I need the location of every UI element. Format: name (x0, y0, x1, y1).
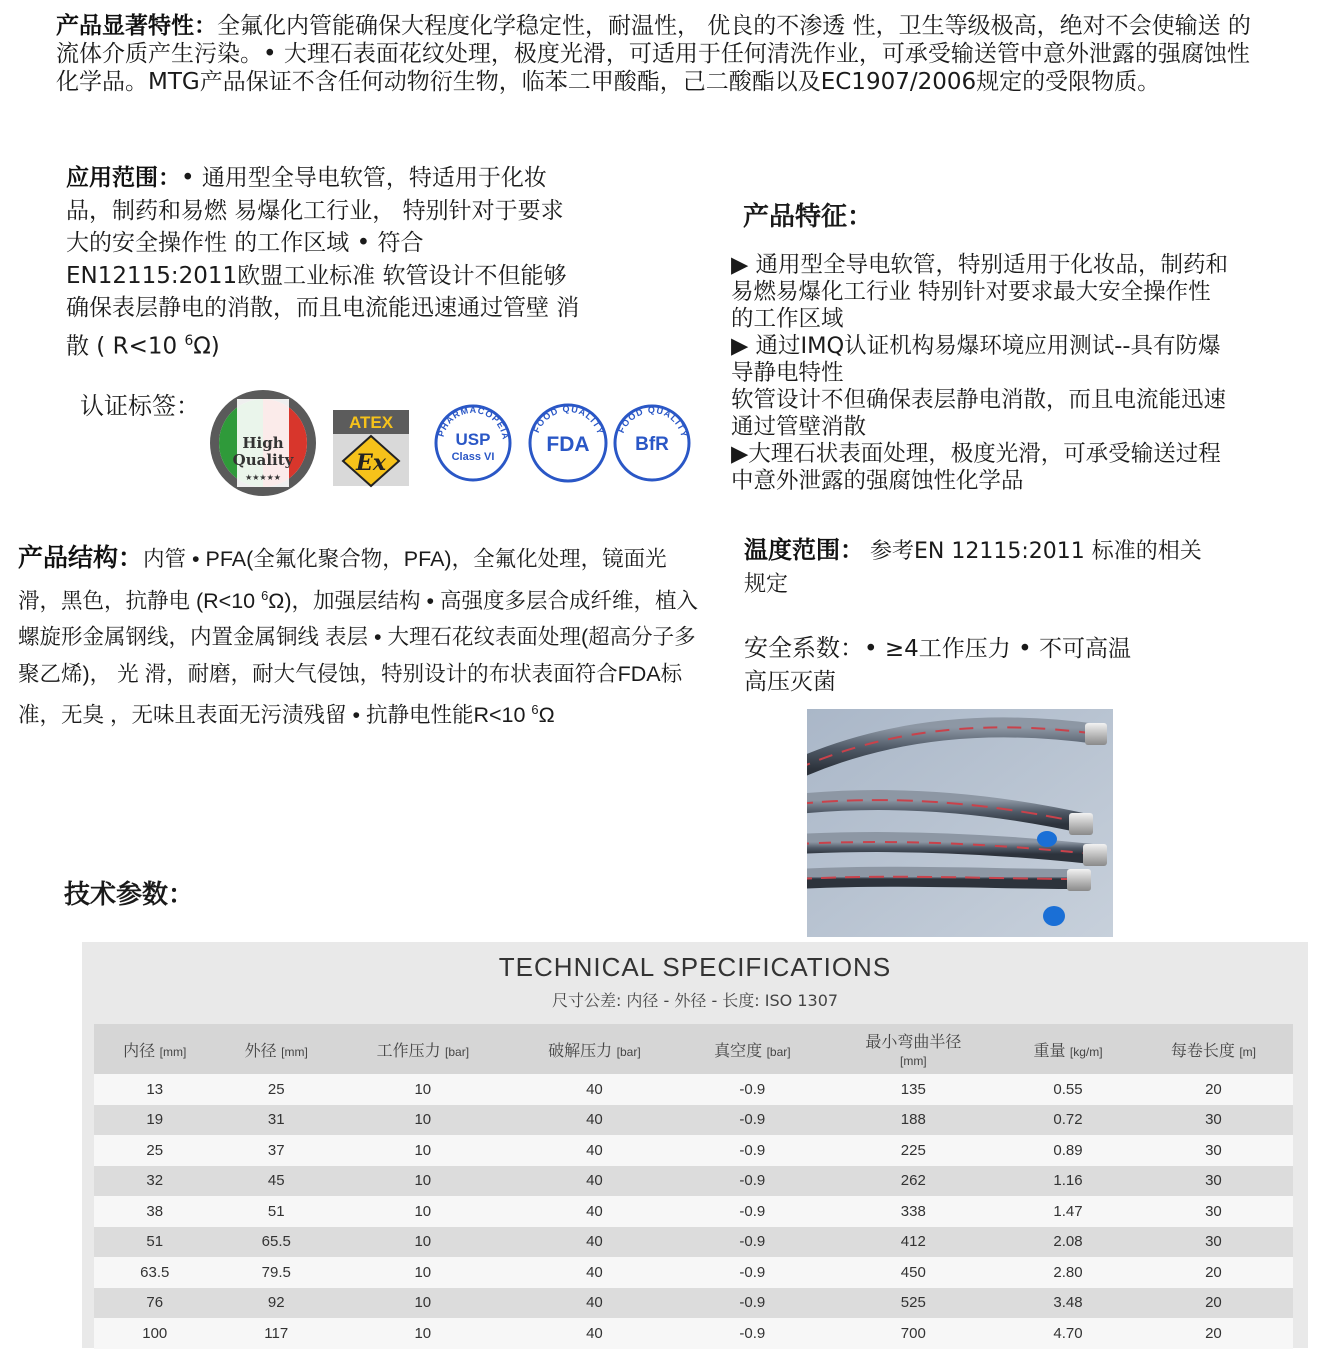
product-features-title: 产品特征： (743, 202, 874, 232)
table-cell: 30 (1134, 1135, 1293, 1166)
usp-line2: Class VI (451, 451, 495, 463)
atex-mark: Ex (356, 450, 386, 476)
table-cell: -0.9 (680, 1227, 824, 1258)
specs-table-body (94, 1074, 1293, 1349)
specs-title: TECHNICAL SPECIFICATIONS (498, 952, 892, 982)
bfr-ring-text: FOOD QUALITY (616, 404, 690, 439)
header-inner-diameter: 内径 [mm] (94, 1024, 216, 1074)
table-cell: 20 (1134, 1074, 1293, 1105)
table-cell: 20 (1134, 1288, 1293, 1319)
table-cell: 92 (216, 1288, 338, 1319)
table-cell: 25 (94, 1135, 216, 1166)
structure-title: 产品结构： (18, 544, 144, 572)
table-cell: 412 (825, 1227, 1003, 1258)
application-exponent: 6 (184, 332, 194, 349)
product-feature-item: ▶ 通过IMQ认证机构易爆环境应用测试--具有防爆导静电特性 (731, 333, 1221, 386)
table-cell: 225 (825, 1135, 1003, 1166)
table-cell: 65.5 (216, 1227, 338, 1258)
table-cell: 525 (825, 1288, 1003, 1319)
table-cell: 30 (1134, 1105, 1293, 1136)
certification-badges (205, 388, 705, 498)
table-cell: 37 (216, 1135, 338, 1166)
atex-title: ATEX (348, 413, 394, 432)
table-cell: 20 (1134, 1257, 1293, 1288)
fda-ring-text: FOOD QUALITY (531, 403, 606, 437)
table-cell: -0.9 (680, 1318, 824, 1349)
table-cell: -0.9 (680, 1074, 824, 1105)
table-cell: 0.89 (1002, 1135, 1134, 1166)
table-cell: 2.08 (1002, 1227, 1134, 1258)
table-cell: 10 (337, 1135, 509, 1166)
table-cell: 2.80 (1002, 1257, 1134, 1288)
high-quality-badge (210, 390, 316, 496)
table-cell: 30 (1134, 1196, 1293, 1227)
table-cell: 20 (1134, 1318, 1293, 1349)
table-cell: 0.72 (1002, 1105, 1134, 1136)
table-cell: 10 (337, 1318, 509, 1349)
tech-specs-panel (82, 942, 1308, 1348)
header-outer-diameter: 外径 [mm] (216, 1024, 338, 1074)
structure-section (18, 540, 708, 734)
table-cell: 700 (825, 1318, 1003, 1349)
table-cell: 4.70 (1002, 1318, 1134, 1349)
table-row (94, 1227, 1293, 1258)
table-cell: 40 (509, 1074, 681, 1105)
temperature-title: 温度范围： (744, 536, 864, 564)
application-section (66, 162, 586, 363)
fda-center: FDA (546, 433, 590, 456)
bfr-badge (615, 405, 690, 480)
usp-class-vi-badge (436, 405, 511, 480)
usp-ring-text: PHARMACOPEIA (435, 404, 511, 441)
structure-exponent-1: 6 (261, 587, 269, 603)
table-row (94, 1257, 1293, 1288)
product-features-list (731, 252, 1231, 495)
table-cell: 51 (216, 1196, 338, 1227)
structure-mid: Ω)，加强层结构 • 高强度多层合成纤维，植入螺旋形金属钢线，内置金属铜线 表层 • 大理石花纹表面处理(超高分子多聚乙烯)， 光 滑，耐磨，耐大气侵蚀，特别设计的布状表面符合FDA标准，无臭 ，无味且表面无污渍残留 • 抗静电性能R<10 (18, 588, 698, 728)
safety-section (744, 632, 1144, 699)
table-row (94, 1105, 1293, 1136)
table-cell: 188 (825, 1105, 1003, 1136)
header-working-pressure: 工作压力 [bar] (337, 1024, 509, 1074)
table-cell: -0.9 (680, 1166, 824, 1197)
table-cell: 13 (94, 1074, 216, 1105)
table-cell: 40 (509, 1105, 681, 1136)
application-tail: Ω) (193, 333, 220, 360)
table-cell: 1.16 (1002, 1166, 1134, 1197)
tech-params-title: 技术参数： (64, 880, 195, 910)
header-min-bend-radius: 最小弯曲半径 [mm] (825, 1024, 1003, 1074)
header-vacuum: 真空度 [bar] (680, 1024, 824, 1074)
table-cell: 10 (337, 1074, 509, 1105)
table-cell: 51 (94, 1227, 216, 1258)
hose-product-photo (807, 709, 1113, 937)
usp-line1: USP (455, 430, 491, 449)
hq-line2: Quality (232, 451, 294, 469)
table-cell: 19 (94, 1105, 216, 1136)
safety-title: 安全系数： (744, 634, 864, 662)
header-coil-length: 每卷长度 [m] (1134, 1024, 1293, 1074)
specs-table (94, 1024, 1293, 1349)
structure-tail: Ω (538, 703, 555, 728)
table-cell: 30 (1134, 1227, 1293, 1258)
temperature-body: 参考EN 12115:2011 标准的相关规定 (744, 539, 1202, 597)
header-weight: 重量 [kg/m] (1002, 1024, 1134, 1074)
structure-body: 内管 • PFA(全氟化聚合物，PFA)，全氟化处理，镜面光 滑，黑色，抗静电 (R<10 (18, 547, 667, 613)
table-cell: 10 (337, 1196, 509, 1227)
table-cell: 100 (94, 1318, 216, 1349)
table-cell: 40 (509, 1318, 681, 1349)
svg-text:★★★★★: ★★★★★ (245, 473, 281, 482)
safety-body: • ≥4工作压力 • 不可高温高压灭菌 (744, 636, 1131, 695)
table-cell: 25 (216, 1074, 338, 1105)
table-cell: 45 (216, 1166, 338, 1197)
table-cell: -0.9 (680, 1257, 824, 1288)
table-row (94, 1288, 1293, 1319)
table-cell: 10 (337, 1288, 509, 1319)
table-cell: 10 (337, 1227, 509, 1258)
application-title: 应用范围： (66, 165, 181, 191)
table-cell: 30 (1134, 1166, 1293, 1197)
table-cell: 0.55 (1002, 1074, 1134, 1105)
table-cell: 40 (509, 1288, 681, 1319)
table-cell: 79.5 (216, 1257, 338, 1288)
bfr-center: BfR (635, 434, 669, 455)
table-cell: 3.48 (1002, 1288, 1134, 1319)
table-row (94, 1196, 1293, 1227)
atex-badge (333, 410, 409, 486)
structure-exponent-2: 6 (531, 702, 539, 718)
table-cell: 32 (94, 1166, 216, 1197)
table-cell: 38 (94, 1196, 216, 1227)
table-cell: -0.9 (680, 1196, 824, 1227)
table-cell: -0.9 (680, 1288, 824, 1319)
header-burst-pressure: 破解压力 [bar] (509, 1024, 681, 1074)
temperature-section (744, 534, 1214, 601)
hq-line1: High (242, 434, 284, 452)
table-cell: 117 (216, 1318, 338, 1349)
table-row (94, 1318, 1293, 1349)
table-cell: 10 (337, 1105, 509, 1136)
table-row (94, 1166, 1293, 1197)
table-cell: 135 (825, 1074, 1003, 1105)
application-body: • 通用型全导电软管，特适用于化妆品，制药和易燃 易爆化工行业， 特别针对于要求大的安全操作性 的工作区域 • 符合EN12115:2011欧盟工业标准 软管设计不但能够 确保表层静电的消散，而且电流能迅速通过管壁 消 散 ( R<10 (66, 165, 580, 360)
table-cell: 40 (509, 1135, 681, 1166)
table-cell: 31 (216, 1105, 338, 1136)
table-cell: -0.9 (680, 1105, 824, 1136)
table-cell: 40 (509, 1227, 681, 1258)
features-body: 全氟化内管能确保大程度化学稳定性，耐温性， 优良的不渗透 性，卫生等级极高，绝对不会使输送 的流体介质产生污染。• 大理石表面花纹处理，极度光滑，可适用于任何清洗作业，可承受输送管中意外泄露的强腐蚀性化学品。MTG产品保证不含任何动物衍生物，临苯二甲酸酯，己二酸酯以及EC1907/2006规定的受限物质。 (56, 13, 1251, 95)
specs-header-row (94, 1024, 1293, 1074)
specs-subtitle: 尺寸公差: 内径 - 外径 - 长度: ISO 1307 (551, 991, 839, 1010)
table-cell: 338 (825, 1196, 1003, 1227)
product-feature-item: ▶ 通用型全导电软管，特别适用于化妆品，制药和易燃易爆化工行业 特别针对要求最大安全操作性的工作区域 (731, 252, 1228, 332)
table-cell: 76 (94, 1288, 216, 1319)
table-cell: 40 (509, 1196, 681, 1227)
table-cell: 262 (825, 1166, 1003, 1197)
table-row (94, 1135, 1293, 1166)
certification-label: 认证标签： (80, 392, 200, 420)
table-cell: 63.5 (94, 1257, 216, 1288)
table-row (94, 1074, 1293, 1105)
product-feature-item: 软管设计不但确保表层静电消散，而且电流能迅速通过管壁消散 (731, 387, 1227, 440)
features-title: 产品显著特性： (56, 13, 217, 39)
features-paragraph (56, 12, 1256, 96)
table-cell: 40 (509, 1166, 681, 1197)
table-cell: 1.47 (1002, 1196, 1134, 1227)
product-feature-item: ▶大理石状表面处理，极度光滑，可承受输送过程中意外泄露的强腐蚀性化学品 (731, 441, 1221, 494)
table-cell: 450 (825, 1257, 1003, 1288)
table-cell: 10 (337, 1166, 509, 1197)
table-cell: 40 (509, 1257, 681, 1288)
fda-badge (530, 404, 606, 481)
table-cell: 10 (337, 1257, 509, 1288)
table-cell: -0.9 (680, 1135, 824, 1166)
